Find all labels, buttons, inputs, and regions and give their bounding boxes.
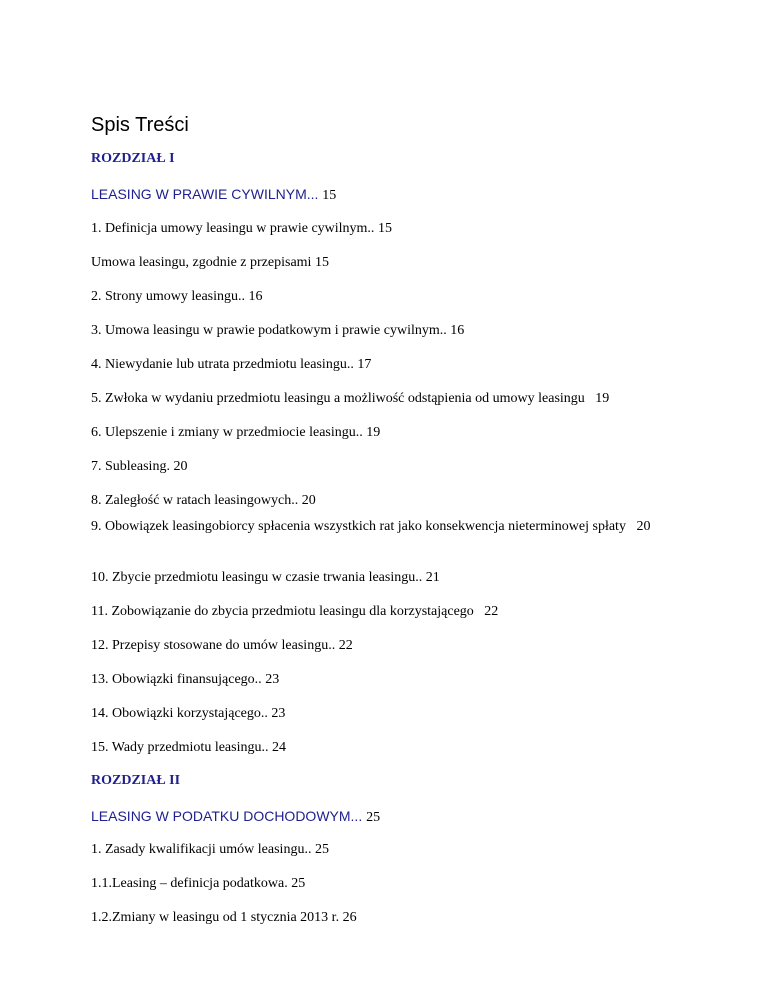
toc-page-number: 26 bbox=[342, 910, 357, 925]
toc-entry-text: 6. Ulepszenie i zmiany w przedmiocie leasingu.. bbox=[91, 425, 363, 440]
toc-entry-text: LEASING W PRAWIE CYWILNYM... bbox=[91, 186, 319, 202]
toc-entry-link[interactable] bbox=[91, 518, 671, 536]
toc-page-number: 25 bbox=[314, 842, 329, 857]
toc-chapter-heading[interactable] bbox=[91, 150, 175, 168]
toc-entry-link[interactable] bbox=[91, 909, 357, 927]
toc-page-number: 15 bbox=[377, 221, 392, 236]
toc-page-number: 22 bbox=[484, 604, 499, 619]
toc-entry-text: 4. Niewydanie lub utrata przedmiotu leasingu.. bbox=[91, 357, 354, 372]
toc-entry-text: 1.1.Leasing – definicja podatkowa. bbox=[91, 876, 288, 891]
toc-entry-text: 7. Subleasing. bbox=[91, 459, 170, 474]
toc-page-number: 25 bbox=[366, 810, 381, 825]
toc-entry-link[interactable] bbox=[91, 492, 316, 510]
toc-page-number: 19 bbox=[366, 425, 381, 440]
toc-title: Spis Treści bbox=[91, 114, 189, 136]
toc-entry-link[interactable] bbox=[91, 390, 609, 408]
toc-part-link[interactable] bbox=[91, 185, 336, 205]
toc-page-number: 19 bbox=[595, 391, 610, 406]
toc-page-number: 24 bbox=[271, 740, 286, 755]
toc-entry-link[interactable] bbox=[91, 875, 305, 893]
toc-entry-text: 8. Zaległość w ratach leasingowych.. bbox=[91, 493, 299, 508]
toc-chapter-heading[interactable] bbox=[91, 772, 180, 790]
toc-entry-link[interactable] bbox=[91, 705, 285, 723]
toc-page-number: 20 bbox=[636, 519, 651, 534]
toc-entry-link[interactable] bbox=[91, 458, 187, 476]
toc-entry-text: 2. Strony umowy leasingu.. bbox=[91, 289, 245, 304]
toc-entry-link[interactable] bbox=[91, 288, 263, 306]
toc-page-number: 17 bbox=[357, 357, 372, 372]
toc-entry-link[interactable] bbox=[91, 254, 329, 272]
toc-page-number: 22 bbox=[338, 638, 353, 653]
toc-entry-link[interactable] bbox=[91, 356, 371, 374]
toc-page-number: 16 bbox=[248, 289, 263, 304]
toc-page-number: 15 bbox=[322, 188, 337, 203]
toc-page-number: 23 bbox=[265, 672, 280, 687]
toc-entry-text: 12. Przepisy stosowane do umów leasingu.. bbox=[91, 638, 336, 653]
toc-entry-text: 10. Zbycie przedmiotu leasingu w czasie trwania leasingu.. bbox=[91, 570, 423, 585]
toc-entry-text: 1.2.Zmiany w leasingu od 1 stycznia 2013 r. bbox=[91, 910, 340, 925]
toc-entry-link[interactable] bbox=[91, 603, 498, 621]
toc-entry-link[interactable] bbox=[91, 841, 329, 859]
toc-chapter-label: ROZDZIAŁ I bbox=[91, 151, 175, 166]
toc-entry-text: 5. Zwłoka w wydaniu przedmiotu leasingu a możliwość odstąpienia od umowy leasingu bbox=[91, 391, 585, 406]
toc-entry-link[interactable] bbox=[91, 739, 286, 757]
toc-entry-text: 9. Obowiązek leasingobiorcy spłacenia wszystkich rat jako konsekwencja nieterminowej spłaty bbox=[91, 519, 626, 534]
toc-entry-link[interactable] bbox=[91, 637, 353, 655]
toc-page-number: 16 bbox=[450, 323, 465, 338]
toc-entry-text: 15. Wady przedmiotu leasingu.. bbox=[91, 740, 269, 755]
toc-entry-link[interactable] bbox=[91, 671, 279, 689]
toc-entry-text: 3. Umowa leasingu w prawie podatkowym i prawie cywilnym.. bbox=[91, 323, 447, 338]
toc-entry-link[interactable] bbox=[91, 424, 380, 442]
toc-entry-text: 13. Obowiązki finansującego.. bbox=[91, 672, 262, 687]
toc-page-number: 23 bbox=[271, 706, 286, 721]
toc-entry-link[interactable] bbox=[91, 569, 440, 587]
toc-entry-text: 1. Zasady kwalifikacji umów leasingu.. bbox=[91, 842, 312, 857]
toc-page-number: 21 bbox=[425, 570, 440, 585]
toc-entry-text: 14. Obowiązki korzystającego.. bbox=[91, 706, 268, 721]
toc-page-number: 15 bbox=[314, 255, 329, 270]
toc-entry-text: Umowa leasingu, zgodnie z przepisami bbox=[91, 255, 312, 270]
toc-chapter-label: ROZDZIAŁ II bbox=[91, 773, 181, 788]
toc-page-number: 20 bbox=[301, 493, 316, 508]
toc-page-number: 20 bbox=[173, 459, 188, 474]
toc-entry-text: 1. Definicja umowy leasingu w prawie cywilnym.. bbox=[91, 221, 375, 236]
toc-page-number: 25 bbox=[291, 876, 306, 891]
toc-entry-text: LEASING W PODATKU DOCHODOWYM... bbox=[91, 808, 363, 824]
toc-part-link[interactable] bbox=[91, 807, 380, 827]
toc-entry-link[interactable] bbox=[91, 322, 464, 340]
toc-entry-text: 11. Zobowiązanie do zbycia przedmiotu leasingu dla korzystającego bbox=[91, 604, 474, 619]
toc-entry-link[interactable] bbox=[91, 220, 392, 238]
